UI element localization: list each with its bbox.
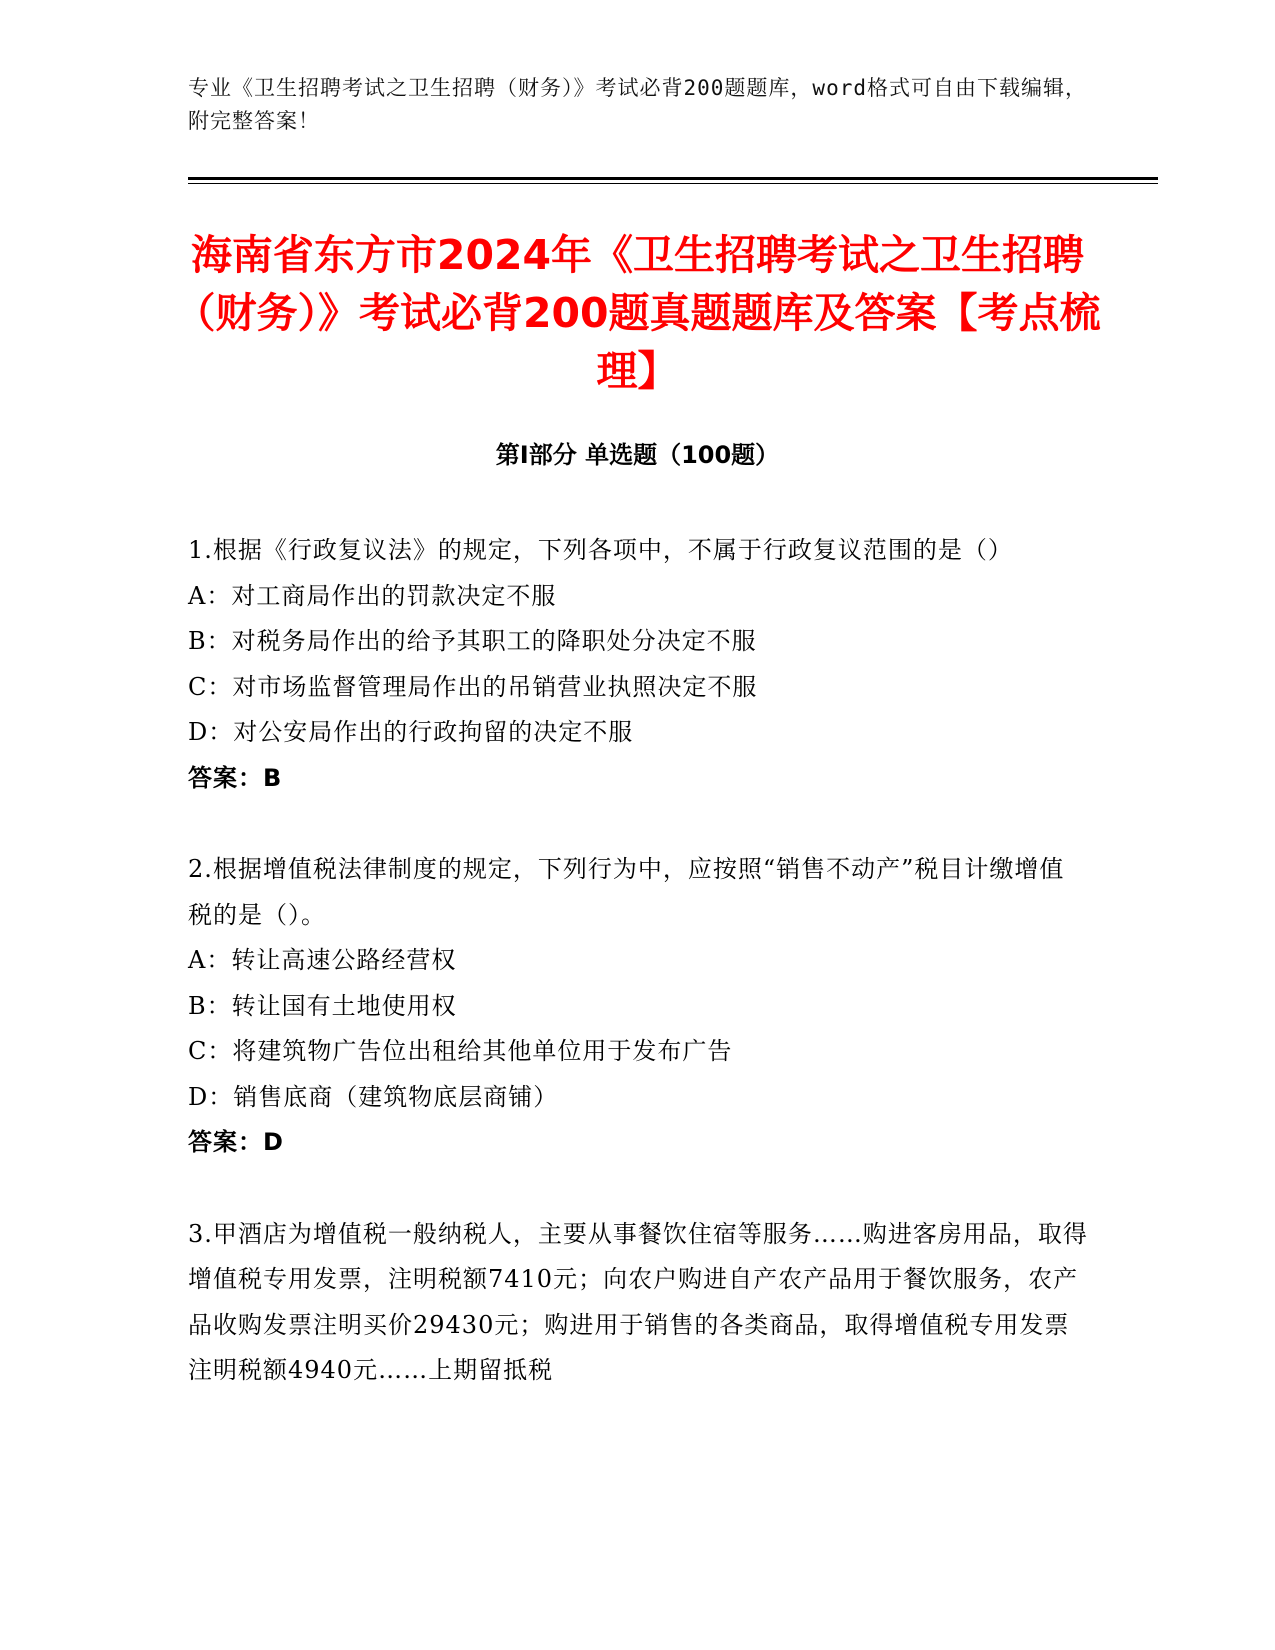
option-d: D：对公安局作出的行政拘留的决定不服 — [188, 718, 634, 746]
option-a: A：对工商局作出的罚款决定不服 — [188, 581, 557, 610]
header-divider-thick — [188, 177, 1158, 180]
document-title: 海南省东方市2024年《卫生招聘考试之卫生招聘（财务）》考试必背200题真题题库及答案【考点梳理】 — [174, 231, 1101, 395]
header-note: 专业《卫生招聘考试之卫生招聘（财务）》考试必背200题题库，word格式可自由下载编辑，附完整答案！ — [188, 76, 1087, 133]
section-heading: 第I部分 单选题（100题） — [495, 441, 780, 469]
question-3 — [188, 1212, 1088, 1394]
question-stem: 3.甲酒店为增值税一般纳税人，主要从事餐饮住宿等服务……购进客房用品，取得增值税专用发票，注明税额7410元；向农户购进自产农产品用于餐饮服务，农产品收购发票注明买价29430元；购进用于销售的各类商品，取得增值税专用发票注明税额4940元……上期留抵税 — [188, 1219, 1088, 1384]
question-list — [188, 528, 1088, 1440]
header-divider-thin — [188, 183, 1158, 184]
answer-label: 答案：D — [188, 1128, 284, 1156]
option-b: B：转让国有土地使用权 — [188, 991, 457, 1020]
question-stem: 1.根据《行政复议法》的规定，下列各项中，不属于行政复议范围的是（） — [188, 536, 1013, 564]
question-stem: 2.根据增值税法律制度的规定，下列行为中，应按照“销售不动产”税目计缴增值税的是（）。 — [188, 855, 1065, 929]
question-1 — [188, 528, 1088, 801]
option-d: D：销售底商（建筑物底层商铺） — [188, 1082, 559, 1111]
answer-label: 答案：B — [188, 763, 283, 792]
option-b: B：对税务局作出的给予其职工的降职处分决定不服 — [188, 627, 757, 655]
option-c: C：对市场监督管理局作出的吊销营业执照决定不服 — [188, 672, 758, 701]
question-2 — [188, 847, 1088, 1166]
option-c: C：将建筑物广告位出租给其他单位用于发布广告 — [188, 1037, 733, 1065]
option-a: A：转让高速公路经营权 — [188, 946, 457, 974]
